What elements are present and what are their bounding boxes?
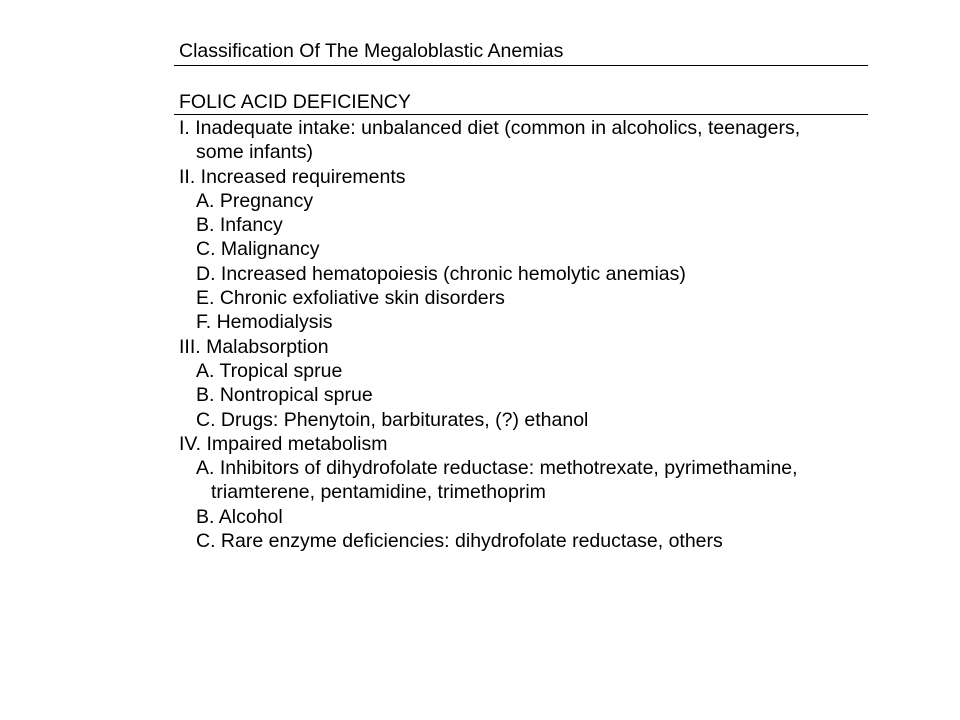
outline-line: III. Malabsorption [179,335,329,358]
page-title: Classification Of The Megaloblastic Anemias [179,40,564,62]
outline-line: C. Rare enzyme deficiencies: dihydrofolate reductase, others [196,530,723,553]
outline-line: B. Nontropical sprue [196,384,373,407]
title-divider [174,65,868,66]
outline-line: E. Chronic exfoliative skin disorders [196,287,505,310]
outline-line: triamterene, pentamidine, trimethoprim [211,481,546,504]
outline-line: A. Tropical sprue [196,359,343,382]
outline-list [179,116,869,553]
outline-line: A. Pregnancy [196,189,314,212]
section-heading: FOLIC ACID DEFICIENCY [179,91,411,113]
outline-line: D. Increased hematopoiesis (chronic hemolytic anemias) [196,262,686,285]
outline-line: F. Hemodialysis [196,311,333,334]
outline-line: IV. Impaired metabolism [179,432,388,455]
section-divider [174,114,868,115]
outline-line: some infants) [196,141,314,164]
outline-line: C. Malignancy [196,238,320,261]
outline-line: II. Increased requirements [179,165,406,188]
outline-line: A. Inhibitors of dihydrofolate reductase: methotrexate, pyrimethamine, [196,457,798,480]
outline-line: I. Inadequate intake: unbalanced diet (common in alcoholics, teenagers, [179,117,801,139]
outline-line: B. Alcohol [196,505,283,528]
outline-line: B. Infancy [196,214,283,237]
outline-line: C. Drugs: Phenytoin, barbiturates, (?) ethanol [196,408,589,431]
